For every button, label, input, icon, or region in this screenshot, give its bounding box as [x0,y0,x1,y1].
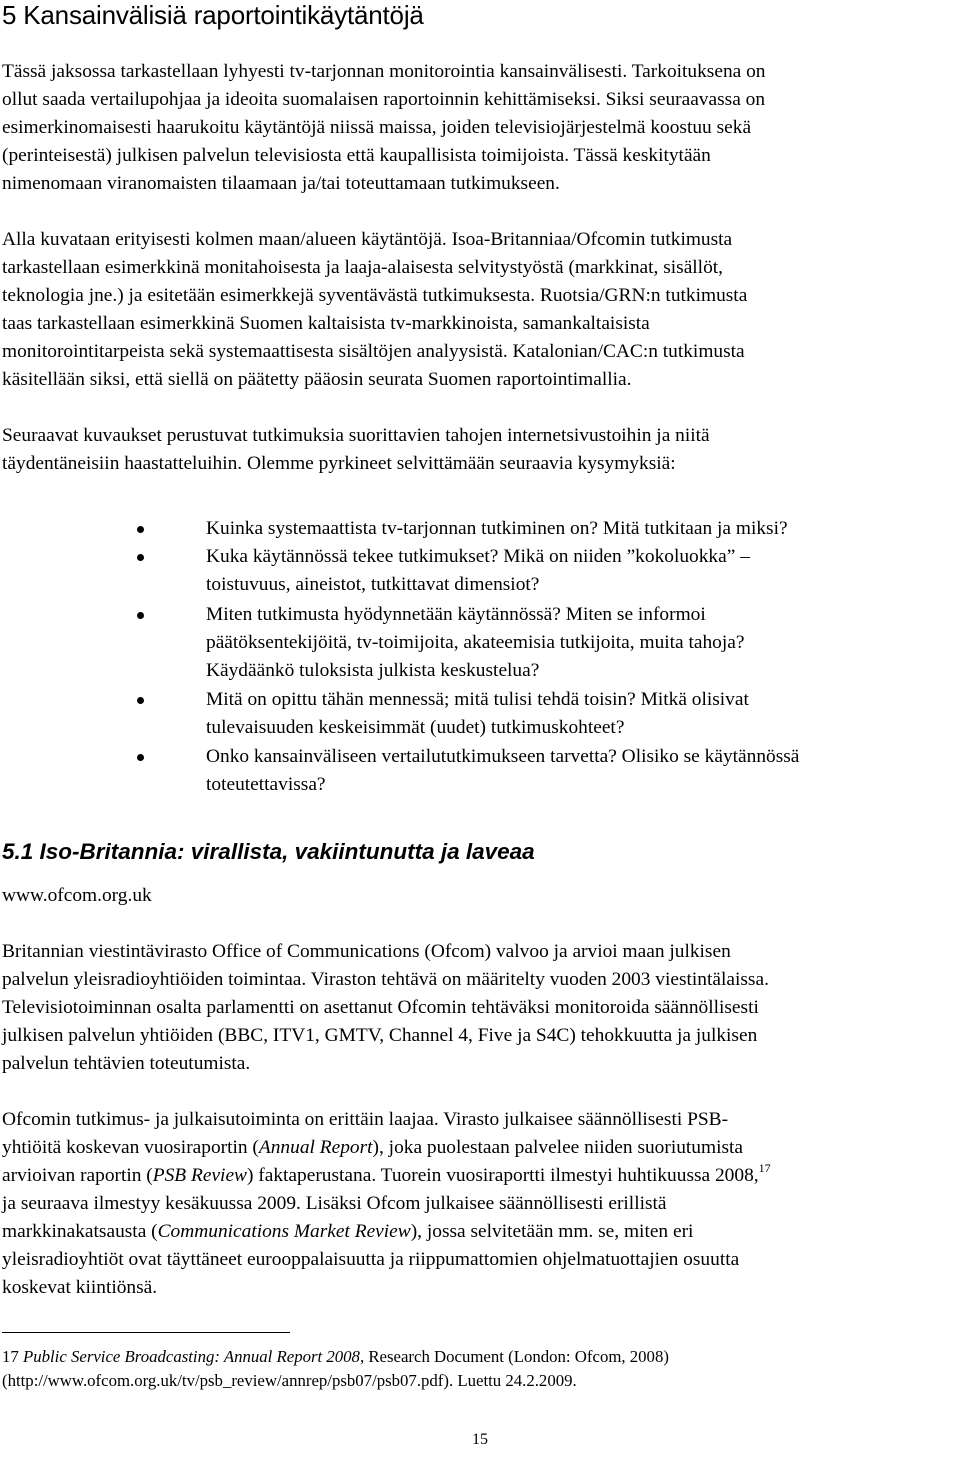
text-line: ja seuraava ilmestyy kesäkuussa 2009. Lisäksi Ofcom julkaisee säännöllisesti erillistä [2,1193,667,1214]
footnote-title: Public Service Broadcasting: Annual Report 2008 [22,1347,360,1366]
text-line: Tässä jaksossa tarkastellaan lyhyesti tv-tarjonnan monitorointia kansainvälisesti. Tarkoituksena on [2,61,766,82]
text-line: käsitellään siksi, että siellä on päätetty pääosin seurata Suomen raportointimallia. [2,369,632,390]
question-list-item [160,601,744,685]
text-run: ) faktaperustana. Tuorein vuosiraportti ilmestyi huhtikuussa 2008, [246,1165,759,1186]
intro-paragraph [2,58,766,198]
footnote [2,1345,669,1393]
text-line: Seuraavat kuvaukset perustuvat tutkimuksia suorittavien tahojen internetsivustoihin ja niitä [2,425,710,446]
research-paragraph [2,1106,771,1302]
text-line [2,1134,771,1162]
text-line: ollut saada vertailupohjaa ja ideoita suomalaisen raportoinnin kehittämiseksi. Siksi seuraavassa on [2,89,766,110]
text-line: Miten tutkimusta hyödynnetään käytännössä? Miten se informoi [206,604,706,625]
text-line [2,1218,771,1246]
footnote-url-line: (http://www.ofcom.org.uk/tv/psb_review/annrep/psb07/psb07.pdf). Luettu 24.2.2009. [2,1371,577,1390]
text-line: esimerkinomaisesti haarukoitu käytäntöjä niissä maissa, joiden televisiojärjestelmä koostuu sekä [2,117,752,138]
bullet-icon [137,554,144,561]
footnote-number: 17 [2,1347,19,1366]
text-line: nimenomaan viranomaisten tilaamaan ja/tai toteuttamaan tutkimukseen. [2,173,560,194]
text-line: taas tarkastellaan esimerkkinä Suomen kaltaisista tv-markkinoista, samankaltaisista [2,313,650,334]
text-run: ), jossa selvitetään mm. se, miten eri [410,1221,694,1242]
section-heading: 5 Kansainvälisiä raportointikäytäntöjä [2,0,424,30]
text-line [2,1162,771,1190]
page-number: 15 [472,1431,488,1448]
text-line: Televisiotoiminnan osalta parlamentti on asettanut Ofcomin tehtäväksi monitoroida säännöllisesti [2,997,759,1018]
question-list-item [160,515,788,543]
sources-paragraph [2,422,710,478]
text-line: täydentäneisiin haastatteluihin. Olemme pyrkineet selvittämään seuraavia kysymyksiä: [2,453,676,474]
cases-paragraph [2,226,747,394]
text-line: palvelun tehtävien toteutumista. [2,1053,251,1074]
question-list-item [160,543,750,599]
text-run: arvioivan raportin ( [2,1165,153,1186]
text-line: Ofcomin tutkimus- ja julkaisutoiminta on erittäin laajaa. Virasto julkaisee säännöllisesti PSB- [2,1109,729,1130]
ofcom-paragraph [2,938,769,1078]
question-list-item [160,743,799,799]
text-line [2,1345,669,1369]
text-line: Britannian viestintävirasto Office of Communications (Ofcom) valvoo ja arvioi maan julkisen [2,941,731,962]
bullet-icon [137,697,144,704]
text-line: tarkastellaan esimerkkinä monitahoisesta ja laaja-alaisesta selvitystyöstä (markkinat, sisällöt, [2,257,724,278]
text-line: palvelun yleisradioyhtiöiden toimintaa. Viraston tehtävä on määritelty vuoden 2003 viestintälaissa. [2,969,769,990]
text-line: yleisradioyhtiöt ovat täyttäneet eurooppalaisuutta ja riippumattomien ohjelmatuottajien osuutta [2,1249,740,1270]
report-title: Annual Report [258,1137,373,1158]
text-line: teknologia jne.) ja esitetään esimerkkejä syventävästä tutkimuksesta. Ruotsia/GRN:n tutkimusta [2,285,748,306]
bullet-icon [137,612,144,619]
text-line: päätöksentekijöitä, tv-toimijoita, akateemisia tutkijoita, muita tahoja? [206,632,745,653]
text-line: toteutettavissa? [206,774,326,795]
subsection-heading: 5.1 Iso-Britannia: virallista, vakiintunutta ja laveaa [2,839,535,864]
text-line: Mitä on opittu tähän mennessä; mitä tulisi tehdä toisin? Mitkä olisivat [206,689,749,710]
text-line: Käydäänkö tuloksista julkista keskustelua? [206,660,540,681]
text-line: koskevat kiintiönsä. [2,1277,158,1298]
text-line: Kuka käytännössä tekee tutkimukset? Mikä on niiden ”kokoluokka” – [206,546,750,567]
website-url: www.ofcom.org.uk [2,885,152,906]
text-line: julkisen palvelun yhtiöiden (BBC, ITV1, GMTV, Channel 4, Five ja S4C) tehokkuutta ja julkisen [2,1025,758,1046]
website-line [2,882,152,910]
text-run: yhtiöitä koskevan vuosiraportin ( [2,1137,259,1158]
text-line: Onko kansainväliseen vertailututkimukseen tarvetta? Olisiko se käytännössä [206,746,800,767]
text-line: monitorointitarpeista sekä systemaattisesta sisältöjen analyysistä. Katalonian/CAC:n tutkimusta [2,341,745,362]
question-list-item [160,686,749,742]
report-title: Communications Market Review [157,1221,411,1242]
text-run: ), joka puolestaan palvelee niiden suoriutumista [372,1137,744,1158]
bullet-icon [137,754,144,761]
report-title: PSB Review [152,1165,247,1186]
bullet-icon [137,526,144,533]
text-run: , Research Document (London: Ofcom, 2008) [359,1347,669,1366]
text-line: Alla kuvataan erityisesti kolmen maan/alueen käytäntöjä. Isoa-Britanniaa/Ofcomin tutkimusta [2,229,733,250]
footnote-separator [2,1332,290,1333]
text-line: tulevaisuuden keskeisimmät (uudet) tutkimuskohteet? [206,717,625,738]
text-line: toistuvuus, aineistot, tutkittavat dimensiot? [206,574,540,595]
text-run: markkinakatsausta ( [2,1221,158,1242]
footnote-reference[interactable]: 17 [758,1161,771,1175]
text-line: (perinteisestä) julkisen palvelun televisiosta että kaupallisista toimijoista. Tässä keskitytään [2,145,711,166]
text-line: Kuinka systemaattista tv-tarjonnan tutkiminen on? Mitä tutkitaan ja miksi? [206,518,788,539]
